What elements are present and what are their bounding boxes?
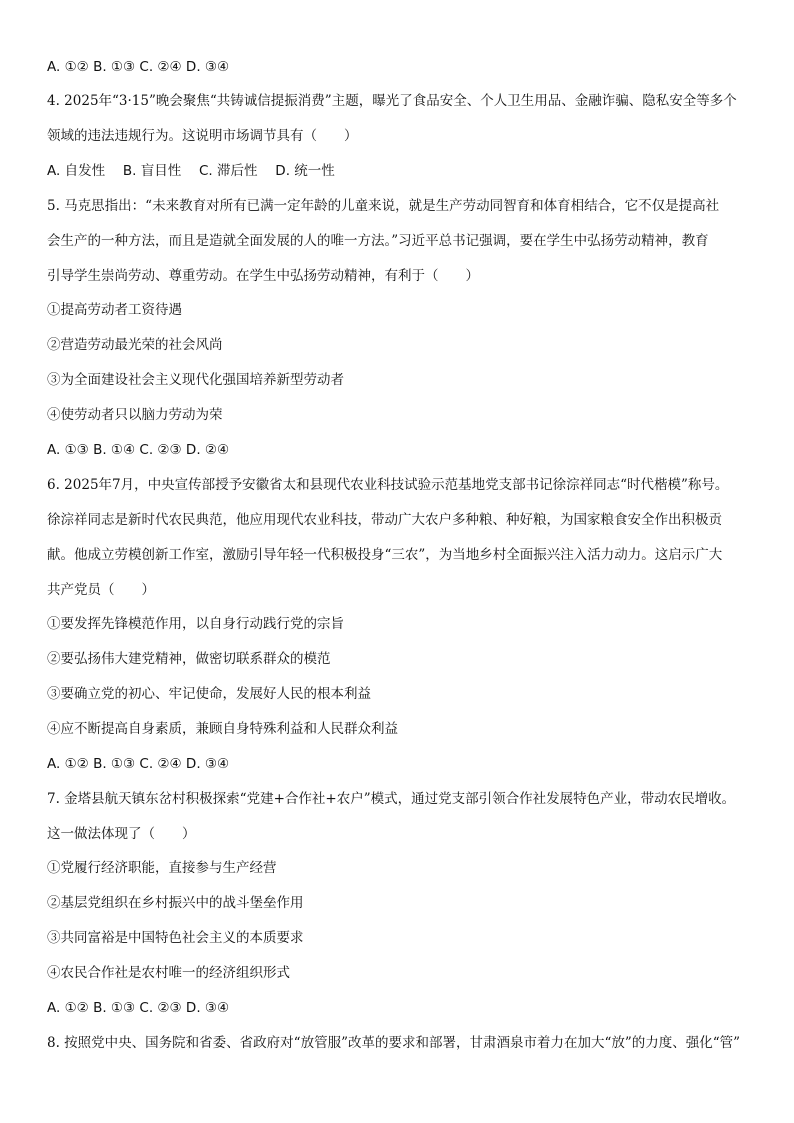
q5-options: A. ①③ B. ①④ C. ②③ D. ②④	[47, 442, 230, 458]
q4-stem-line-1: 4. 2025年“3·15”晚会聚焦“共铸诚信提振消费”主题，曝光了食品安全、个人卫生用品、金融诈骗、隐私安全等多个	[47, 93, 737, 109]
q5-statement-3: ③为全面建设社会主义现代化强国培养新型劳动者	[47, 372, 344, 388]
q5-stem-line-2: 会生产的一种方法，而且是造就全面发展的人的唯一方法。”习近平总书记强调，要在学生中弘扬劳动精神，教育	[47, 233, 709, 249]
q5-statement-4: ④使劳动者只以脑力劳动为荣	[47, 407, 223, 423]
q4-options: A. 自发性 B. 盲目性 C. 滞后性 D. 统一性	[47, 163, 335, 179]
q4-stem-line-2: 领域的违法违规行为。这说明市场调节具有（ ）	[47, 128, 358, 144]
q5-stem-line-1: 5. 马克思指出：“未来教育对所有已满一定年龄的儿童来说，就是生产劳动同智育和体育相结合，它不仅是提高社	[47, 198, 720, 214]
q5-statement-2: ②营造劳动最光荣的社会风尚	[47, 337, 223, 353]
q5-statement-1: ①提高劳动者工资待遇	[47, 302, 182, 318]
q6-statement-3: ③要确立党的初心、牢记使命，发展好人民的根本利益	[47, 686, 371, 702]
q6-stem-line-2: 徐淙祥同志是新时代农民典范，他应用现代农业科技，带动广大农户多种粮、种好粮，为国家粮食安全作出积极贡	[47, 512, 722, 528]
q8-stem-line-1: 8. 按照党中央、国务院和省委、省政府对“放管服”改革的要求和部署，甘肃酒泉市着力在加大“放”的力度、强化“管”	[47, 1035, 741, 1051]
q7-statement-4: ④农民合作社是农村唯一的经济组织形式	[47, 965, 290, 981]
q6-options: A. ①② B. ①③ C. ②④ D. ③④	[47, 756, 230, 772]
q7-statement-3: ③共同富裕是中国特色社会主义的本质要求	[47, 930, 304, 946]
q7-statement-1: ①党履行经济职能，直接参与生产经营	[47, 860, 277, 876]
q7-options: A. ①② B. ①③ C. ②③ D. ③④	[47, 1000, 230, 1016]
q3-options: A. ①② B. ①③ C. ②④ D. ③④	[47, 59, 230, 75]
q6-stem-line-4: 共产党员（ ）	[47, 582, 155, 598]
q6-stem-line-3: 献。他成立劳模创新工作室，激励引导年轻一代积极投身“三农”，为当地乡村全面振兴注入活力动力。这启示广大	[47, 547, 723, 563]
q6-stem-line-1: 6. 2025年7月，中央宣传部授予安徽省太和县现代农业科技试验示范基地党支部书记徐淙祥同志“时代楷模”称号。	[47, 477, 729, 493]
q7-stem-line-2: 这一做法体现了（ ）	[47, 826, 196, 842]
q6-statement-4: ④应不断提高自身素质，兼顾自身特殊利益和人民群众利益	[47, 721, 398, 737]
q6-statement-1: ①要发挥先锋模范作用，以自身行动践行党的宗旨	[47, 616, 344, 632]
q7-stem-line-1: 7. 金塔县航天镇东岔村积极探索“党建+合作社+农户”模式，通过党支部引领合作社发展特色产业，带动农民增收。	[47, 791, 736, 807]
q6-statement-2: ②要弘扬伟大建党精神，做密切联系群众的模范	[47, 651, 331, 667]
q7-statement-2: ②基层党组织在乡村振兴中的战斗堡垒作用	[47, 895, 304, 911]
q5-stem-line-3: 引导学生崇尚劳动、尊重劳动。在学生中弘扬劳动精神，有利于（ ）	[47, 268, 479, 284]
